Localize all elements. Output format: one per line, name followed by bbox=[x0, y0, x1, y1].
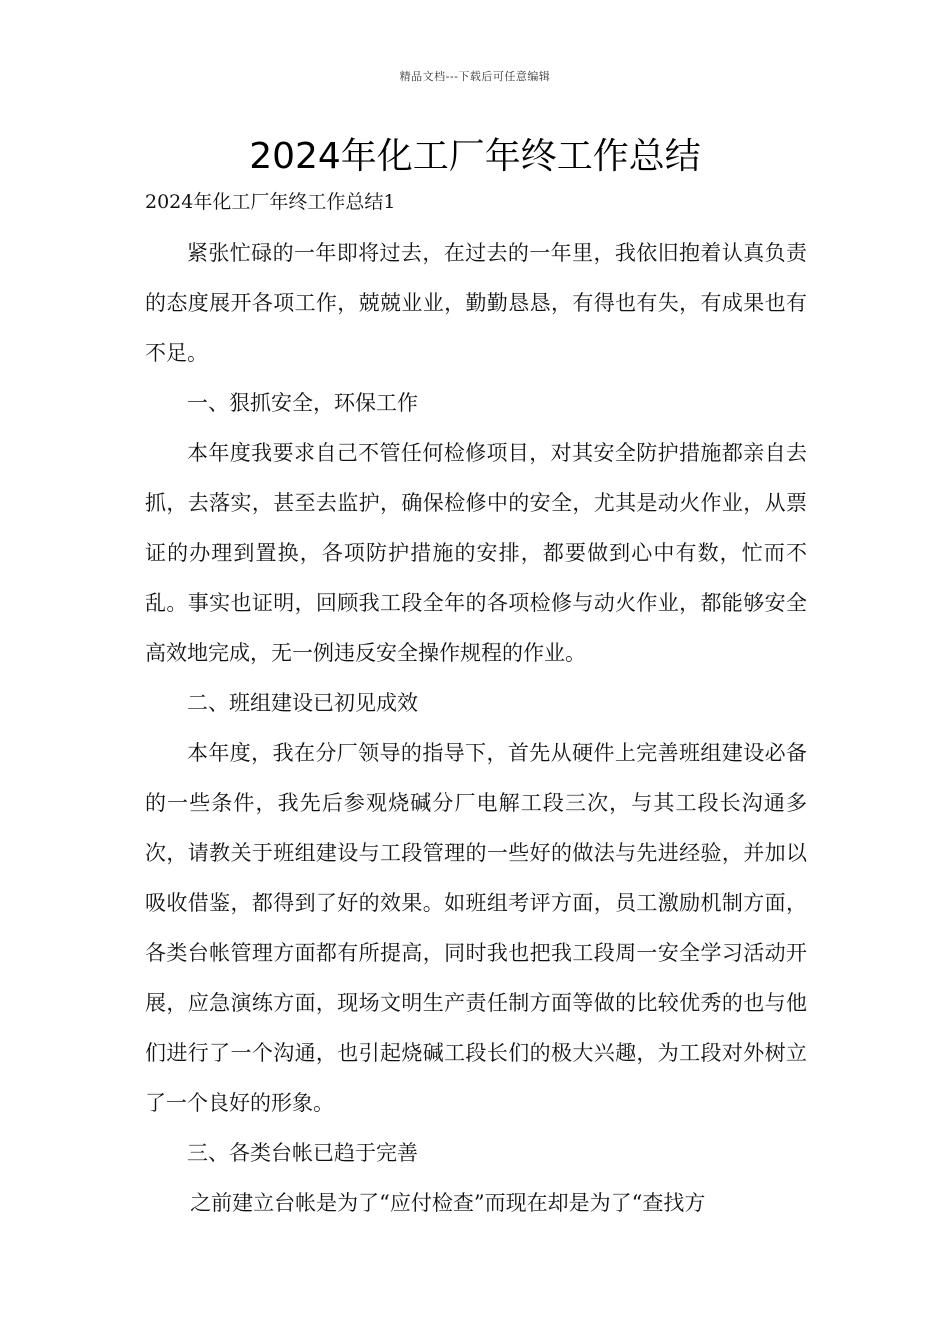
document-body bbox=[145, 228, 807, 1228]
document-title: 2024年化工厂年终工作总结 bbox=[249, 136, 701, 177]
intro-paragraph: 紧张忙碌的一年即将过去，在过去的一年里，我依旧抱着认真负责的态度展开各项工作，兢兢业业，勤勤恳恳，有得也有失，有成果也有不足。 bbox=[145, 241, 807, 365]
section-heading-team-building: 二、班组建设已初见成效 bbox=[187, 691, 418, 715]
safety-paragraph: 本年度我要求自己不管任何检修项目，对其安全防护措施都亲自去抓，去落实，甚至去监护，确保检修中的安全，尤其是动火作业，从票证的办理到置换，各项防护措施的安排，都要做到心中有数，忙而不乱。事实也证明，回顾我工段全年的各项检修与动火作业，都能够安全高效地完成，无一例违反安全操作规程的作业。 bbox=[145, 441, 807, 665]
document-subtitle: 2024年化工厂年终工作总结1 bbox=[145, 191, 396, 213]
section-heading-safety: 一、狠抓安全，环保工作 bbox=[187, 391, 418, 415]
page-header-note: 精品文档---下载后可任意编辑 bbox=[399, 70, 551, 83]
section-heading-ledgers: 三、各类台帐已趋于完善 bbox=[187, 1141, 418, 1165]
ledgers-paragraph: 之前建立台帐是为了“应付检查”而现在却是为了“查找方 bbox=[190, 1191, 706, 1215]
team-building-paragraph: 本年度，我在分厂领导的指导下，首先从硬件上完善班组建设必备的一些条件，我先后参观烧碱分厂电解工段三次，与其工段长沟通多次，请教关于班组建设与工段管理的一些好的做法与先进经验，并加以吸收借鉴，都得到了好的效果。如班组考评方面，员工激励机制方面，各类台帐管理方面都有所提高，同时我也把我工段周一安全学习活动开展，应急演练方面，现场文明生产责任制方面等做的比较优秀的也与他们进行了一个沟通，也引起烧碱工段长们的极大兴趣，为工段对外树立了一个良好的形象。 bbox=[145, 741, 807, 1115]
